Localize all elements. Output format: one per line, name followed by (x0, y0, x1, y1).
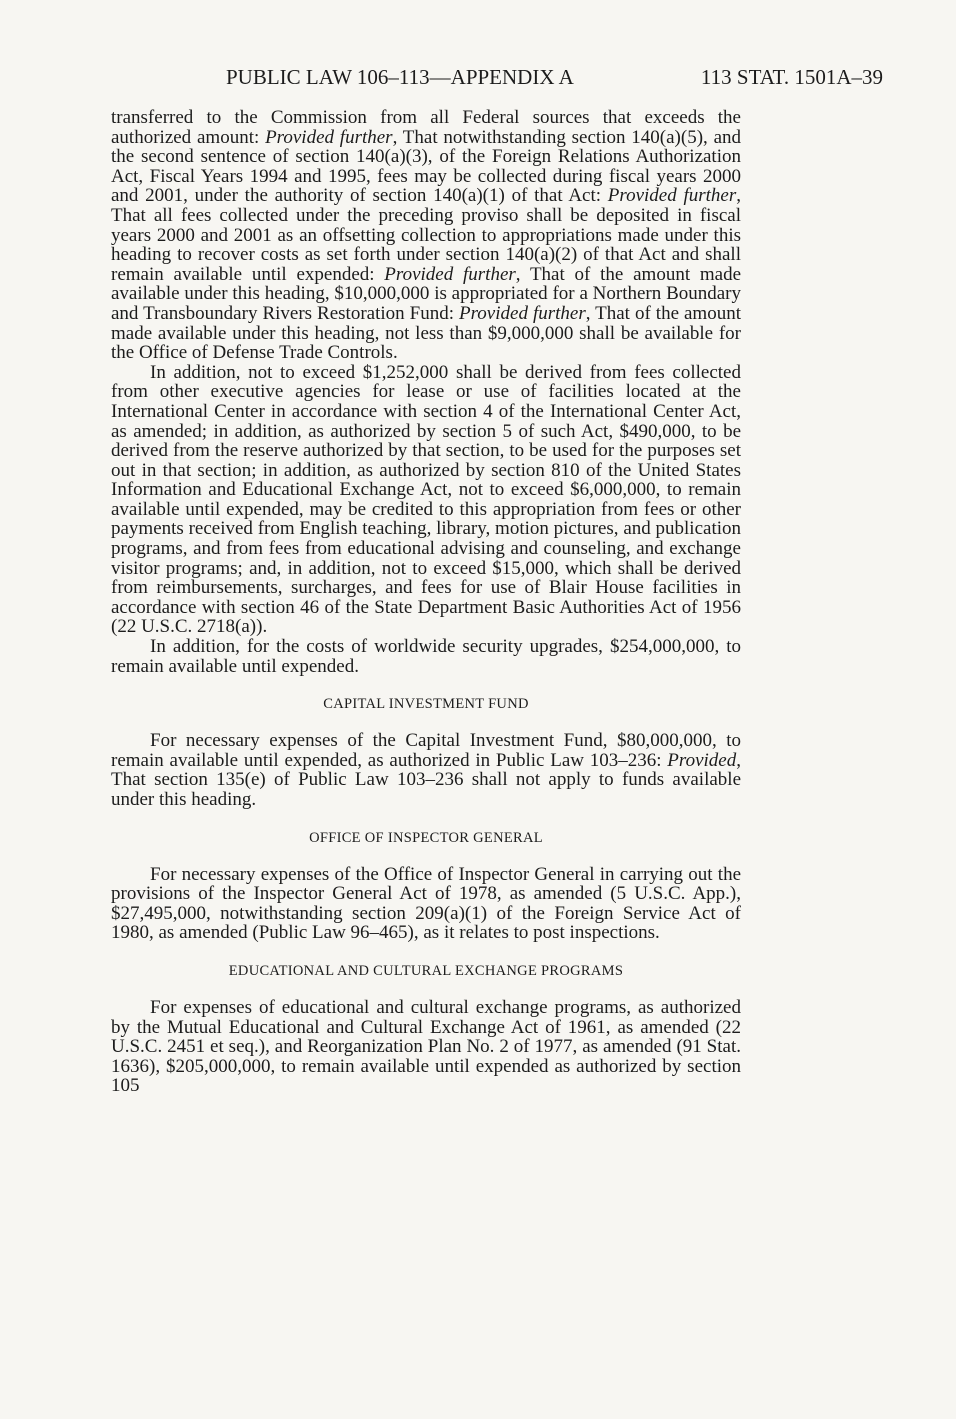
paragraph-inspector-general: For necessary expenses of the Office of Inspector General in carrying out the provisions of the Inspector General Act of 1978, as amended (5 U.S.C. App.), $27,495,000, notwithstanding section 209(a)(1) of the Foreign Service Act of 1980, as amended (Public Law 96–465), as it relates to post inspections. (111, 863, 741, 944)
provided-further-italic: Provided further (265, 126, 393, 148)
running-head-title: PUBLIC LAW 106–113—APPENDIX A (226, 65, 574, 89)
paragraph-international-center: In addition, not to exceed $1,252,000 shall be derived from fees collected from other executive agencies for lease or use of facilities located at the International Center in accordance with section 4 of the International Center Act, as amended; in addition, as authorized by section 5 of such Act, $490,000, to be derived from the reserve authorized by that section, to be used for the purposes set out in that section; in addition, as authorized by section 810 of the United States Information and Educational Exchange Act, not to exceed $6,000,000, to remain available until expended, may be credited to this appropriation from fees or other payments received from English teaching, library, motion pictures, and publication programs, and from fees from educational advising and counseling, and exchange visitor programs; and, in addition, not to exceed $15,000, which shall be derived from reimbursements, surcharges, and fees for use of Blair House facilities in accordance with section 46 of the State Department Basic Authorities Act of 1956 (22 U.S.C. 2718(a)). (111, 361, 741, 638)
section-heading-capital-investment-fund: CAPITAL INVESTMENT FUND (323, 696, 529, 713)
paragraph-exchange-programs: For expenses of educational and cultural exchange programs, as authorized by the Mutual Educational and Cultural Exchange Act of 1961, as amended (22 U.S.C. 2451 et seq.), and Reorganization Plan No. 2 of 1977, as amended (91 Stat. 1636), $205,000,000, to remain available until expended as authorized by section 105 (111, 996, 741, 1097)
section-heading-exchange-programs: EDUCATIONAL AND CULTURAL EXCHANGE PROGRAMS (228, 962, 624, 979)
provided-italic: Provided (667, 749, 737, 771)
paragraph-capital-investment-fund: For necessary expenses of the Capital Investment Fund, $80,000,000, to remain available until expended, as authorized in Public Law 103–236: Provided, That section 135(e) of Public Law 103–236 shall not apply to funds available under this heading. (111, 730, 741, 810)
paragraph-security-upgrades: In addition, for the costs of worldwide security upgrades, $254,000,000, to remain available until expended. (111, 636, 741, 677)
running-head (226, 62, 883, 92)
paragraph-fees-proviso: transferred to the Commission from all Federal sources that exceeds the authorized amount: Provided further, That notwithstanding section 140(a)(5), and the second sentence of section 140(a)(3), of the Foreign Relations Authorization Act, Fiscal Years 1994 and 1995, fees may be collected during fiscal years 2000 and 2001, under the authority of section 140(a)(1) of that Act: Provided further, That all fees collected under the preceding proviso shall be deposited in fiscal years 2000 and 2001 as an offsetting collection to appropriations made under this heading to recover costs as set forth under section 140(a)(2) of that Act and shall remain available until expended: Provided further, That of the amount made available under this heading, $10,000,000 is appropriated for a Northern Boundary and Transboundary Rivers Restoration Fund: Provided further, That of the amount made available under this heading, not less than $9,000,000 shall be available for the Office of Defense Trade Controls. (111, 107, 742, 364)
provided-further-italic: Provided further (607, 185, 737, 207)
provided-further-italic: Provided further (384, 263, 516, 285)
section-heading-inspector-general: OFFICE OF INSPECTOR GENERAL (309, 829, 543, 846)
body-text (111, 108, 741, 1096)
provided-further-italic: Provided further (459, 302, 586, 324)
page-stat-reference: 113 STAT. 1501A–39 (700, 65, 883, 89)
